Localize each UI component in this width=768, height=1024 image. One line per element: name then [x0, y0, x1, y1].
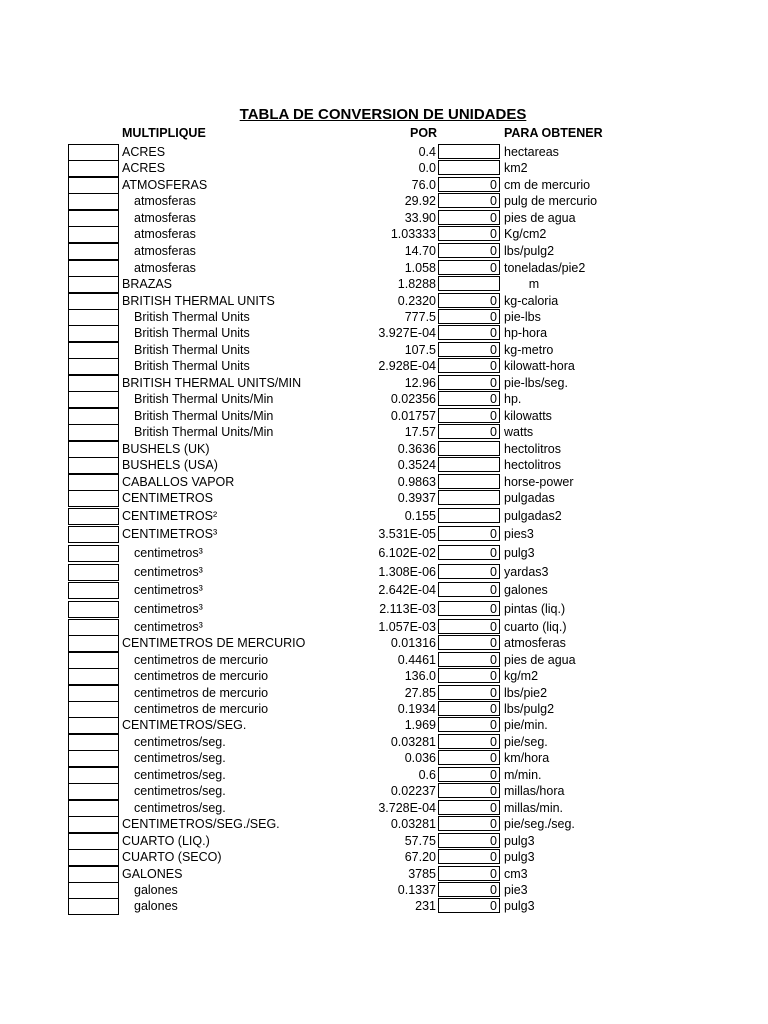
- result-cell[interactable]: 0: [438, 358, 500, 373]
- unit-from-label: BRITISH THERMAL UNITS/MIN: [122, 376, 302, 390]
- input-cell[interactable]: [68, 882, 119, 899]
- result-cell[interactable]: 0: [438, 783, 500, 798]
- input-cell[interactable]: [68, 866, 119, 883]
- unit-to-label: lbs/pie2: [504, 686, 548, 700]
- factor-value: 136.0: [404, 669, 436, 683]
- factor-value: 3.531E-05: [378, 527, 436, 541]
- unit-from-label: centimetros³: [134, 546, 203, 560]
- result-cell[interactable]: 0: [438, 193, 500, 208]
- unit-from-label: BUSHELS (UK): [122, 442, 210, 456]
- unit-from-label: centimetros/seg.: [134, 801, 226, 815]
- result-cell[interactable]: [438, 457, 500, 472]
- result-cell[interactable]: 0: [438, 408, 500, 423]
- unit-to-label: pie/seg.: [504, 735, 548, 749]
- input-cell[interactable]: [68, 652, 119, 669]
- factor-value: 76.0: [411, 178, 436, 192]
- unit-from-label: atmosferas: [134, 194, 196, 208]
- table-row: [0, 309, 768, 326]
- unit-from-label: galones: [134, 883, 178, 897]
- unit-to-label: pie-lbs/seg.: [504, 376, 568, 390]
- result-cell[interactable]: 0: [438, 260, 500, 275]
- unit-to-label: kilowatts: [504, 409, 552, 423]
- unit-to-label: pie-lbs: [504, 310, 541, 324]
- unit-from-label: CENTIMETROS/SEG./SEG.: [122, 817, 280, 831]
- input-cell[interactable]: [68, 457, 119, 474]
- table-row: [0, 391, 768, 408]
- page-title: TABLA DE CONVERSION DE UNIDADES: [239, 106, 527, 123]
- table-row: [0, 685, 768, 702]
- table-row: [0, 800, 768, 817]
- unit-from-label: ACRES: [122, 145, 166, 159]
- factor-value: 0.0: [418, 161, 436, 175]
- unit-from-label: British Thermal Units: [134, 359, 250, 373]
- table-row: [0, 342, 768, 359]
- unit-to-label: hectolitros: [504, 458, 561, 472]
- result-cell[interactable]: 0: [438, 833, 500, 848]
- table-row: [0, 193, 768, 210]
- result-cell[interactable]: [438, 474, 500, 489]
- unit-to-label: kg-metro: [504, 343, 554, 357]
- table-row: [0, 564, 768, 581]
- result-cell[interactable]: 0: [438, 293, 500, 308]
- result-cell[interactable]: 0: [438, 226, 500, 241]
- result-cell[interactable]: [438, 144, 500, 159]
- result-cell[interactable]: [438, 276, 500, 291]
- unit-to-label: Kg/cm2: [504, 227, 547, 241]
- table-row: [0, 325, 768, 342]
- unit-to-label: yardas3: [504, 565, 549, 579]
- input-cell[interactable]: [68, 193, 119, 210]
- input-cell[interactable]: [68, 619, 119, 636]
- table-row: [0, 701, 768, 718]
- table-row: [0, 526, 768, 543]
- input-cell[interactable]: [68, 816, 119, 833]
- unit-from-label: British Thermal Units: [134, 326, 250, 340]
- input-cell[interactable]: [68, 210, 119, 227]
- factor-value: 0.01757: [390, 409, 436, 423]
- input-cell[interactable]: [68, 490, 119, 507]
- unit-from-label: BRITISH THERMAL UNITS: [122, 294, 275, 308]
- result-cell[interactable]: 0: [438, 800, 500, 815]
- unit-to-label: pulg3: [504, 546, 535, 560]
- input-cell[interactable]: [68, 474, 119, 491]
- result-cell[interactable]: 0: [438, 668, 500, 683]
- unit-from-label: centimetros/seg.: [134, 784, 226, 798]
- header-by: POR: [410, 126, 438, 140]
- input-cell[interactable]: [68, 783, 119, 800]
- result-cell[interactable]: [438, 508, 500, 523]
- unit-from-label: galones: [134, 899, 178, 913]
- unit-to-label: pulg3: [504, 834, 535, 848]
- unit-to-label: pie/seg./seg.: [504, 817, 575, 831]
- input-cell[interactable]: [68, 898, 119, 915]
- table-row: [0, 833, 768, 850]
- result-cell[interactable]: 0: [438, 424, 500, 439]
- input-cell[interactable]: [68, 601, 119, 618]
- input-cell[interactable]: [68, 767, 119, 784]
- table-row: [0, 783, 768, 800]
- table-row: [0, 734, 768, 751]
- unit-from-label: ATMOSFERAS: [122, 178, 208, 192]
- factor-value: 12.96: [404, 376, 436, 390]
- factor-value: 0.3636: [397, 442, 436, 456]
- result-cell[interactable]: 0: [438, 816, 500, 831]
- factor-value: 14.70: [404, 244, 436, 258]
- result-cell[interactable]: 0: [438, 243, 500, 258]
- unit-from-label: centimetros de mercurio: [134, 702, 269, 716]
- unit-from-label: atmosferas: [134, 261, 196, 275]
- unit-from-label: centimetros/seg.: [134, 751, 226, 765]
- unit-to-label: pintas (liq.): [504, 602, 566, 616]
- unit-to-label: hp-hora: [504, 326, 548, 340]
- table-row: [0, 816, 768, 833]
- factor-value: 0.03281: [390, 817, 436, 831]
- input-cell[interactable]: [68, 144, 119, 161]
- table-row: [0, 375, 768, 392]
- table-row: [0, 144, 768, 161]
- input-cell[interactable]: [68, 526, 119, 543]
- unit-from-label: atmosferas: [134, 244, 196, 258]
- factor-value: 0.02356: [390, 392, 436, 406]
- input-cell[interactable]: [68, 582, 119, 599]
- unit-to-label: km/hora: [504, 751, 550, 765]
- unit-to-label: kg-caloria: [504, 294, 559, 308]
- table-row: [0, 545, 768, 562]
- unit-to-label: hectolitros: [504, 442, 561, 456]
- result-cell[interactable]: 0: [438, 619, 500, 634]
- unit-from-label: British Thermal Units: [134, 343, 250, 357]
- result-cell[interactable]: 0: [438, 582, 500, 597]
- unit-to-label: watts: [504, 425, 534, 439]
- factor-value: 0.02237: [390, 784, 436, 798]
- factor-value: 3.927E-04: [378, 326, 436, 340]
- table-row: [0, 717, 768, 734]
- input-cell[interactable]: [68, 226, 119, 243]
- unit-to-label: cm3: [504, 867, 528, 881]
- unit-to-label: hp.: [504, 392, 522, 406]
- factor-value: 0.4461: [397, 653, 436, 667]
- unit-from-label: centimetros³: [134, 602, 203, 616]
- factor-value: 27.85: [404, 686, 436, 700]
- input-cell[interactable]: [68, 424, 119, 441]
- input-cell[interactable]: [68, 260, 119, 277]
- factor-value: 231: [415, 899, 436, 913]
- result-cell[interactable]: 0: [438, 601, 500, 616]
- result-cell[interactable]: 0: [438, 882, 500, 897]
- table-row: [0, 582, 768, 599]
- table-row: [0, 652, 768, 669]
- result-cell[interactable]: 0: [438, 375, 500, 390]
- result-cell[interactable]: 0: [438, 526, 500, 541]
- result-cell[interactable]: 0: [438, 210, 500, 225]
- result-cell[interactable]: 0: [438, 342, 500, 357]
- result-cell[interactable]: [438, 441, 500, 456]
- unit-to-label: millas/hora: [504, 784, 565, 798]
- unit-to-label: pies de agua: [504, 653, 576, 667]
- unit-to-label: pie/min.: [504, 718, 548, 732]
- result-cell[interactable]: 0: [438, 750, 500, 765]
- factor-value: 1.308E-06: [378, 565, 436, 579]
- table-row: [0, 276, 768, 293]
- input-cell[interactable]: [68, 800, 119, 817]
- result-cell[interactable]: 0: [438, 866, 500, 881]
- input-cell[interactable]: [68, 668, 119, 685]
- unit-to-label: kilowatt-hora: [504, 359, 575, 373]
- result-cell[interactable]: 0: [438, 177, 500, 192]
- result-cell[interactable]: 0: [438, 701, 500, 716]
- unit-to-label: horse-power: [504, 475, 574, 489]
- factor-value: 1.8288: [397, 277, 436, 291]
- input-cell[interactable]: [68, 750, 119, 767]
- table-row: [0, 882, 768, 899]
- unit-to-label: m/min.: [504, 768, 542, 782]
- unit-to-label: km2: [504, 161, 528, 175]
- unit-to-label: pies3: [504, 527, 534, 541]
- factor-value: 6.102E-02: [378, 546, 436, 560]
- factor-value: 1.057E-03: [378, 620, 436, 634]
- result-cell[interactable]: 0: [438, 849, 500, 864]
- unit-from-label: centimetros de mercurio: [134, 669, 269, 683]
- unit-to-label: pulgadas: [504, 491, 555, 505]
- unit-from-label: BUSHELS (USA): [122, 458, 218, 472]
- unit-from-label: CENTIMETROS/SEG.: [122, 718, 247, 732]
- table-row: [0, 210, 768, 227]
- factor-value: 0.155: [404, 509, 436, 523]
- table-row: [0, 160, 768, 177]
- factor-value: 3785: [408, 867, 436, 881]
- table-row: [0, 668, 768, 685]
- factor-value: 0.1934: [397, 702, 436, 716]
- input-cell[interactable]: [68, 391, 119, 408]
- table-row: [0, 474, 768, 491]
- unit-to-label: pulg de mercurio: [504, 194, 598, 208]
- table-row: [0, 441, 768, 458]
- factor-value: 2.113E-03: [379, 602, 436, 616]
- result-cell[interactable]: 0: [438, 391, 500, 406]
- input-cell[interactable]: [68, 309, 119, 326]
- unit-to-label: pulg3: [504, 899, 535, 913]
- input-cell[interactable]: [68, 243, 119, 260]
- unit-from-label: CENTIMETROS DE MERCURIO: [122, 636, 306, 650]
- factor-value: 2.642E-04: [378, 583, 436, 597]
- factor-value: 1.058: [404, 261, 436, 275]
- table-row: [0, 898, 768, 915]
- unit-to-label: galones: [504, 583, 548, 597]
- table-row: [0, 490, 768, 507]
- factor-value: 67.20: [404, 850, 436, 864]
- table-row: [0, 424, 768, 441]
- unit-from-label: British Thermal Units/Min: [134, 425, 274, 439]
- table-row: [0, 849, 768, 866]
- unit-from-label: centimetros/seg.: [134, 768, 226, 782]
- table-row: [0, 750, 768, 767]
- table-row: [0, 177, 768, 194]
- unit-to-label: pulgadas2: [504, 509, 562, 523]
- unit-to-label: cuarto (liq.): [504, 620, 567, 634]
- factor-value: 0.01316: [390, 636, 436, 650]
- unit-from-label: atmosferas: [134, 227, 196, 241]
- result-cell[interactable]: [438, 160, 500, 175]
- unit-to-label: m: [528, 277, 540, 291]
- input-cell[interactable]: [68, 635, 119, 652]
- factor-value: 0.9863: [397, 475, 436, 489]
- input-cell[interactable]: [68, 508, 119, 525]
- input-cell[interactable]: [68, 545, 119, 562]
- input-cell[interactable]: [68, 441, 119, 458]
- input-cell[interactable]: [68, 564, 119, 581]
- unit-from-label: BRAZAS: [122, 277, 173, 291]
- unit-from-label: centimetros de mercurio: [134, 653, 269, 667]
- unit-to-label: lbs/pulg2: [504, 702, 555, 716]
- factor-value: 0.3937: [397, 491, 436, 505]
- unit-from-label: atmosferas: [134, 211, 196, 225]
- input-cell[interactable]: [68, 160, 119, 177]
- table-row: [0, 635, 768, 652]
- unit-from-label: centimetros/seg.: [134, 735, 226, 749]
- unit-from-label: centimetros³: [134, 620, 203, 634]
- unit-from-label: GALONES: [122, 867, 183, 881]
- table-row: [0, 293, 768, 310]
- unit-to-label: hectareas: [504, 145, 559, 159]
- factor-value: 1.03333: [390, 227, 436, 241]
- unit-from-label: British Thermal Units/Min: [134, 409, 274, 423]
- unit-from-label: CUARTO (SECO): [122, 850, 222, 864]
- unit-to-label: lbs/pulg2: [504, 244, 555, 258]
- table-row: [0, 508, 768, 525]
- table-row: [0, 408, 768, 425]
- input-cell[interactable]: [68, 358, 119, 375]
- factor-value: 17.57: [404, 425, 436, 439]
- unit-to-label: atmosferas: [504, 636, 566, 650]
- table-row: [0, 619, 768, 636]
- result-cell[interactable]: 0: [438, 652, 500, 667]
- input-cell[interactable]: [68, 849, 119, 866]
- factor-value: 107.5: [404, 343, 436, 357]
- result-cell[interactable]: 0: [438, 734, 500, 749]
- input-cell[interactable]: [68, 717, 119, 734]
- unit-from-label: CUARTO (LIQ.): [122, 834, 210, 848]
- result-cell[interactable]: 0: [438, 685, 500, 700]
- unit-from-label: CENTIMETROS: [122, 491, 213, 505]
- factor-value: 0.036: [404, 751, 436, 765]
- factor-value: 0.3524: [397, 458, 436, 472]
- unit-from-label: centimetros de mercurio: [134, 686, 269, 700]
- factor-value: 0.4: [418, 145, 436, 159]
- unit-to-label: millas/min.: [504, 801, 564, 815]
- input-cell[interactable]: [68, 833, 119, 850]
- result-cell[interactable]: 0: [438, 717, 500, 732]
- table-row: [0, 226, 768, 243]
- input-cell[interactable]: [68, 734, 119, 751]
- unit-from-label: CENTIMETROS²: [122, 509, 218, 523]
- table-row: [0, 260, 768, 277]
- factor-value: 57.75: [404, 834, 436, 848]
- result-cell[interactable]: 0: [438, 767, 500, 782]
- result-cell[interactable]: 0: [438, 325, 500, 340]
- input-cell[interactable]: [68, 408, 119, 425]
- input-cell[interactable]: [68, 325, 119, 342]
- result-cell[interactable]: 0: [438, 635, 500, 650]
- factor-value: 0.1337: [397, 883, 436, 897]
- input-cell[interactable]: [68, 701, 119, 718]
- header-multiply: MULTIPLIQUE: [122, 126, 206, 140]
- unit-to-label: pie3: [504, 883, 528, 897]
- table-row: [0, 601, 768, 618]
- factor-value: 0.2320: [397, 294, 436, 308]
- factor-value: 0.03281: [390, 735, 436, 749]
- factor-value: 777.5: [404, 310, 436, 324]
- unit-from-label: centimetros³: [134, 565, 203, 579]
- input-cell[interactable]: [68, 375, 119, 392]
- factor-value: 3.728E-04: [378, 801, 436, 815]
- header-obtain: PARA OBTENER: [504, 126, 603, 140]
- table-row: [0, 767, 768, 784]
- table-row: [0, 866, 768, 883]
- table-row: [0, 358, 768, 375]
- unit-from-label: CENTIMETROS³: [122, 527, 218, 541]
- factor-value: 2.928E-04: [378, 359, 436, 373]
- result-cell[interactable]: 0: [438, 545, 500, 560]
- table-row: [0, 457, 768, 474]
- result-cell[interactable]: 0: [438, 564, 500, 579]
- unit-from-label: British Thermal Units/Min: [134, 392, 274, 406]
- input-cell[interactable]: [68, 685, 119, 702]
- unit-to-label: toneladas/pie2: [504, 261, 586, 275]
- unit-to-label: cm de mercurio: [504, 178, 591, 192]
- factor-value: 1.969: [404, 718, 436, 732]
- input-cell[interactable]: [68, 342, 119, 359]
- factor-value: 33.90: [404, 211, 436, 225]
- unit-to-label: pies de agua: [504, 211, 576, 225]
- unit-to-label: pulg3: [504, 850, 535, 864]
- unit-to-label: kg/m2: [504, 669, 539, 683]
- result-cell[interactable]: 0: [438, 898, 500, 913]
- result-cell[interactable]: [438, 490, 500, 505]
- unit-from-label: British Thermal Units: [134, 310, 250, 324]
- unit-from-label: centimetros³: [134, 583, 203, 597]
- unit-from-label: CABALLOS VAPOR: [122, 475, 235, 489]
- factor-value: 0.6: [418, 768, 436, 782]
- table-row: [0, 243, 768, 260]
- result-cell[interactable]: 0: [438, 309, 500, 324]
- input-cell[interactable]: [68, 177, 119, 194]
- input-cell[interactable]: [68, 293, 119, 310]
- factor-value: 29.92: [404, 194, 436, 208]
- unit-from-label: ACRES: [122, 161, 166, 175]
- input-cell[interactable]: [68, 276, 119, 293]
